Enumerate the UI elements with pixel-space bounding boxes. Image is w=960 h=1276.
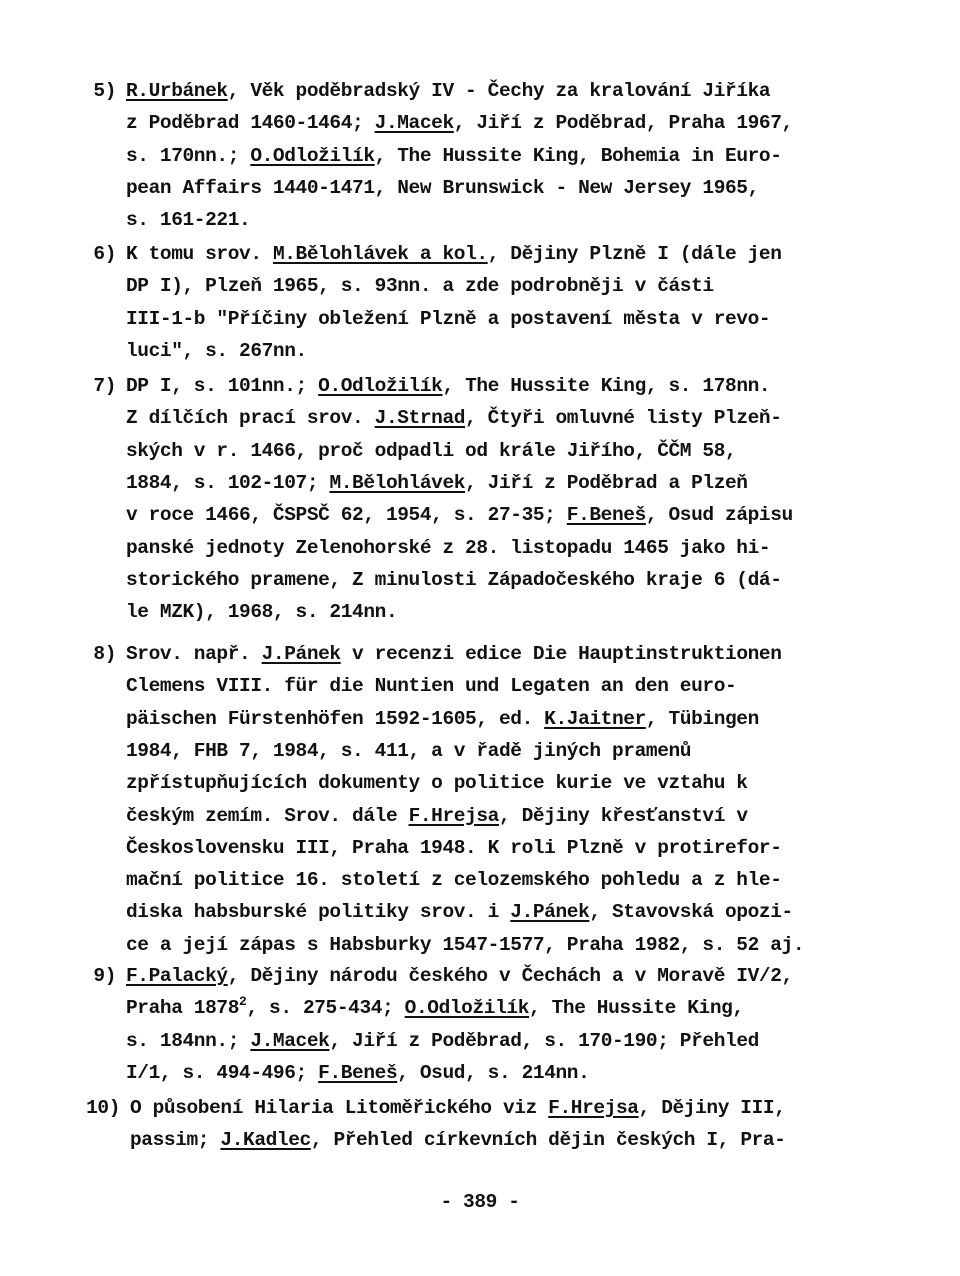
footnote-line	[126, 703, 759, 735]
footnote-text: diska habsburské politiky srov. i	[126, 901, 511, 924]
footnote-text: Srov. např.	[126, 643, 262, 665]
author-reference: M.Bělohlávek	[329, 471, 466, 494]
footnote-line	[126, 303, 770, 335]
footnote-line	[126, 896, 793, 928]
footnote-line	[126, 204, 250, 236]
footnote-line	[126, 864, 782, 896]
footnote-text: , The Hussite King,	[529, 997, 744, 1020]
footnote-text: , Jiří z Poděbrad a Plzeň	[465, 471, 748, 494]
footnote-text: mační politice 16. století z celozemského pohledu a z hle-	[126, 869, 782, 892]
footnote-line	[126, 1057, 589, 1089]
footnote-text: I/1, s. 494-496;	[126, 1061, 319, 1084]
footnote-line	[126, 532, 770, 564]
footnote-text: ských v r. 1466, proč odpadli od krále Jiřího, ČČM 58,	[126, 439, 737, 462]
author-reference: K.Jaitner	[544, 707, 646, 730]
footnote-text: , Osud, s. 214nn.	[397, 1061, 590, 1084]
footnote-line	[126, 172, 759, 204]
footnote-text: v recenzi edice Die Hauptinstruktionen	[340, 643, 782, 665]
footnote-text: , Čtyři omluvné listy Plzeň-	[465, 407, 782, 430]
author-reference: M.Bělohlávek a kol.	[272, 243, 488, 265]
footnote-text: Z dílčích prací srov.	[126, 407, 375, 430]
footnote-text: v roce 1466, ČSPSČ 62, 1954, s. 27-35;	[126, 504, 567, 527]
author-reference: J.Macek	[374, 112, 454, 135]
footnote-text: , Jiří z Poděbrad, s. 170-190; Přehled	[329, 1029, 759, 1052]
footnote-line	[126, 370, 770, 402]
footnote-text: s. 170nn.;	[126, 144, 251, 167]
footnote-line	[126, 960, 793, 992]
footnote-line	[126, 270, 714, 302]
footnote-number: 10)	[86, 1097, 120, 1119]
footnote-number: 9)	[93, 965, 116, 987]
author-reference: R.Urbánek	[126, 80, 228, 102]
footnote-line	[126, 499, 793, 531]
footnote-text: DP I, s. 101nn.;	[126, 375, 319, 397]
footnote-line	[126, 238, 782, 270]
footnote-text: z Poděbrad 1460-1464;	[126, 112, 375, 135]
author-reference: O.Odložilík	[318, 375, 443, 397]
footnote-text: Československu III, Praha 1948. K roli Plzně v protirefor-	[126, 836, 782, 859]
footnote-line	[126, 596, 397, 628]
footnote-text: , Jiří z Poděbrad, Praha 1967,	[453, 112, 793, 135]
footnote-text: , s. 275-434;	[246, 997, 405, 1020]
footnote-number: 6)	[93, 243, 116, 265]
footnote-text: , Dějiny Plzně I (dále jen	[487, 243, 782, 265]
footnote-text: s. 184nn.;	[126, 1029, 251, 1052]
footnote-text: päischen Fürstenhöfen 1592-1605, ed.	[126, 707, 545, 730]
footnote-line	[126, 735, 691, 767]
footnote-line	[126, 832, 782, 864]
footnote-text: 1884, s. 102-107;	[126, 471, 330, 494]
footnote-line	[130, 1124, 786, 1156]
footnote-text: s. 161-221.	[126, 209, 251, 232]
author-reference: J.Kadlec	[220, 1129, 311, 1152]
footnote-text: českým zemím. Srov. dále	[126, 804, 409, 827]
footnote-number: 8)	[93, 643, 116, 665]
author-reference: O.Odložilík	[250, 144, 375, 167]
footnote-line	[126, 335, 307, 367]
footnote-text: , Dějiny národu českého v Čechách a v Moravě IV/2,	[227, 965, 793, 987]
author-reference: J.Macek	[250, 1029, 330, 1052]
footnote-text: , Přehled církevních dějin českých I, Pra-	[310, 1129, 786, 1152]
author-reference: O.Odložilík	[404, 997, 529, 1020]
footnote-text: DP I), Plzeň 1965, s. 93nn. a zde podrobněji v části	[126, 275, 714, 298]
footnote-line	[126, 564, 782, 596]
author-reference: J.Strnad	[374, 407, 466, 430]
footnote-line	[126, 402, 782, 434]
footnote-number: 5)	[93, 80, 116, 102]
footnote-text: 1984, FHB 7, 1984, s. 411, a v řadě jiných pramenů	[126, 739, 692, 762]
footnote-text: , The Hussite King, s. 178nn.	[442, 375, 771, 397]
footnote-number: 7)	[93, 375, 116, 397]
footnote-line	[126, 75, 770, 107]
footnote-text: le MZK), 1968, s. 214nn.	[126, 601, 398, 624]
footnote-text: K tomu srov.	[126, 243, 273, 265]
author-reference: F.Palacký	[126, 965, 228, 987]
footnote-line	[126, 435, 736, 467]
footnote-line	[126, 670, 736, 702]
author-reference: J.Pánek	[510, 901, 590, 924]
footnote-text: ce a její zápas s Habsburky 1547-1577, Praha 1982, s. 52 aj.	[126, 933, 805, 956]
footnote-text: Clemens VIII. für die Nuntien und Legaten an den euro-	[126, 675, 737, 698]
footnote-text: panské jednoty Zelenohorské z 28. listopadu 1465 jako hi-	[126, 536, 771, 559]
footnote-text: , Dějiny III,	[638, 1097, 786, 1119]
footnote-text: storického pramene, Z minulosti Západočeského kraje 6 (dá-	[126, 568, 782, 591]
footnote-text: , Dějiny křesťanství v	[498, 804, 748, 827]
page-number: - 389 -	[440, 1191, 520, 1213]
author-reference: F.Beneš	[566, 504, 646, 527]
footnote-text: pean Affairs 1440-1471, New Brunswick - New Jersey 1965,	[126, 176, 759, 199]
edition-superscript: 2	[239, 994, 247, 1010]
footnote-line	[126, 638, 782, 670]
footnote-line	[126, 800, 748, 832]
footnote-line	[130, 1092, 786, 1124]
footnote-line	[126, 1025, 759, 1057]
author-reference: F.Beneš	[318, 1061, 398, 1084]
footnote-text: O působení Hilaria Litoměřického viz	[130, 1097, 549, 1119]
author-reference: F.Hrejsa	[408, 804, 499, 827]
footnote-line	[126, 467, 748, 499]
author-reference: J.Pánek	[261, 643, 341, 665]
footnote-line	[126, 767, 748, 799]
footnote-text: , The Hussite King, Bohemia in Euro-	[374, 144, 782, 167]
footnote-text: zpřístupňujících dokumenty o politice kurie ve vztahu k	[126, 772, 748, 795]
footnote-line	[126, 107, 793, 139]
footnote-text: , Stavovská opozi-	[589, 901, 793, 924]
footnote-text: Praha 1878	[126, 997, 240, 1020]
footnote-text: passim;	[130, 1129, 221, 1152]
footnote-text: luci", s. 267nn.	[126, 339, 307, 362]
footnote-text: III-1-b "Příčiny obležení Plzně a postavení města v revo-	[126, 307, 771, 330]
footnote-text: , Věk poděbradský IV - Čechy za kralování Jiříka	[227, 80, 771, 102]
footnote-line	[126, 992, 744, 1024]
footnote-text: , Tübingen	[645, 707, 759, 730]
footnote-line	[126, 929, 804, 961]
author-reference: F.Hrejsa	[548, 1097, 639, 1119]
footnote-text: , Osud zápisu	[645, 504, 793, 527]
footnote-line	[126, 140, 782, 172]
